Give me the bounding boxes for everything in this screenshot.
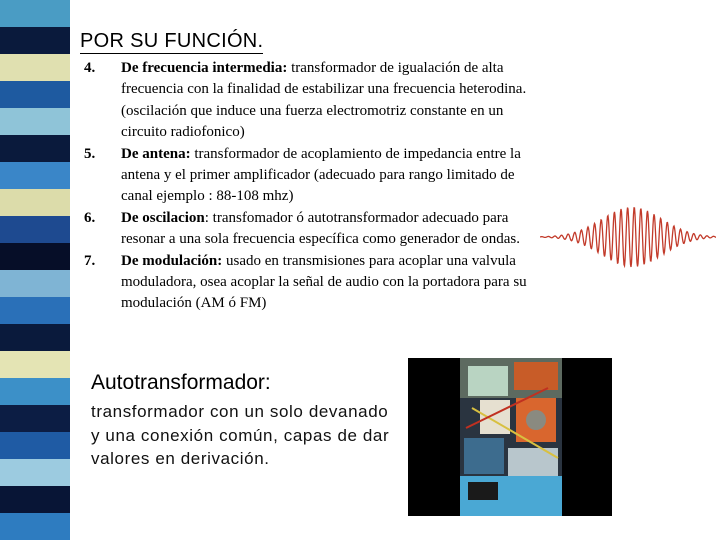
item-description: transformador de acoplamiento de impedancia entre la antena y el primer amplificador (adecuado para rango limitado de canal ejemplo : 88-108 mhz) [121, 145, 521, 205]
stripe-block [0, 27, 70, 54]
autotransformer-description: transformador con un solo devanado y una conexión común, capas de dar valores en derivación. [91, 402, 390, 468]
stripe-block [0, 405, 70, 432]
stripe-block [0, 297, 70, 324]
item-number: 4. [84, 60, 96, 76]
stripe-block [0, 108, 70, 135]
stripe-block [0, 486, 70, 513]
slide-title: POR SU FUNCIÓN. [80, 30, 264, 52]
item-text [121, 144, 536, 208]
autotransformer-heading: Autotransformador: [91, 371, 271, 394]
list-item [84, 251, 536, 315]
decorative-stripe-bar [0, 0, 70, 540]
wave-line [540, 208, 716, 267]
item-number: 5. [84, 145, 96, 162]
stripe-block [0, 162, 70, 189]
stripe-block [0, 54, 70, 81]
stripe-block [0, 270, 70, 297]
item-label: De frecuencia intermedia: [121, 60, 288, 76]
item-label: De oscilacion [121, 209, 205, 226]
stripe-block [0, 513, 70, 540]
stripe-block [0, 216, 70, 243]
stripe-block [0, 243, 70, 270]
list-item [84, 58, 536, 144]
item-number: 7. [84, 252, 96, 269]
stripe-block [0, 0, 70, 27]
item-label: De modulación: [121, 252, 223, 269]
list-item [84, 208, 536, 251]
stripe-block [0, 135, 70, 162]
sine-wave-icon [540, 205, 716, 269]
stripe-block [0, 459, 70, 486]
stripe-block [0, 432, 70, 459]
item-text [121, 58, 536, 144]
item-text [121, 208, 536, 251]
item-description: : transfomador ó autotransformador adecuado para resonar a una sola frecuencia específica como generador de ondas. [121, 209, 520, 248]
stripe-block [0, 351, 70, 378]
item-description: transformador de igualación de alta frecuencia con la finalidad de estabilizar una frecuencia heterodina.(oscilación que induce una fuerza electromotriz constante en un circuito radiofonico) [121, 60, 527, 141]
item-text [121, 251, 536, 315]
function-list [84, 58, 536, 315]
stripe-block [0, 378, 70, 405]
transformer-photo [408, 358, 612, 516]
stripe-block [0, 324, 70, 351]
item-label: De antena: [121, 145, 191, 162]
item-number: 6. [84, 209, 96, 226]
stripe-block [0, 81, 70, 108]
item-description: usado en transmisiones para acoplar una valvula moduladora, osea acoplar la señal de audio con la portadora para su modulación (AM ó FM) [121, 252, 527, 312]
stripe-block [0, 189, 70, 216]
list-item [84, 144, 536, 208]
